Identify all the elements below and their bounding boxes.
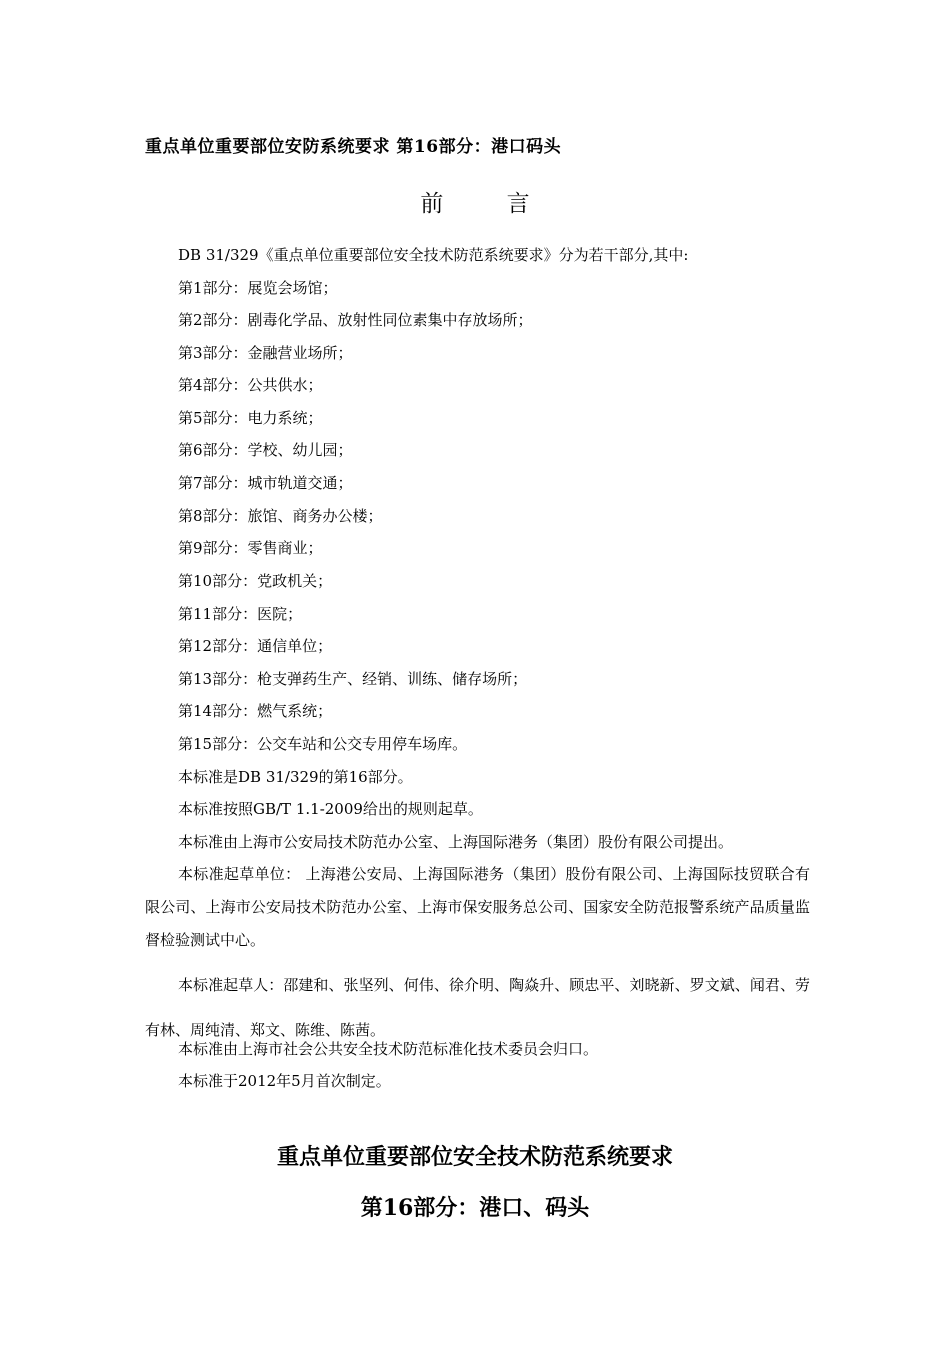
part-list-item: 第1部分：展览会场馆；: [178, 279, 338, 297]
statement-line: 本标准按照GB/T 1.1-2009给出的规则起草。: [178, 800, 483, 818]
drafting-units-paragraph: 本标准起草单位： 上海港公安局、上海国际港务（集团）股份有限公司、上海国际技贸联合有限公司、上海市公安局技术防范办公室、上海市保安服务总公司、国家安全防范报警系统产品质量监督检验测试中心。: [145, 865, 810, 949]
part-list-item: 第10部分：党政机关；: [178, 572, 333, 590]
part-list-item: 第13部分：枪支弹药生产、经销、训练、储存场所；: [178, 670, 528, 688]
statement-line: 本标准是DB 31/329的第16部分。: [178, 768, 413, 786]
part-list-item: 第2部分：剧毒化学品、放射性同位素集中存放场所；: [178, 311, 533, 329]
closing-line: 本标准于2012年5月首次制定。: [178, 1072, 391, 1090]
part-list-item: 第6部分：学校、幼儿园；: [178, 441, 353, 459]
main-title: 重点单位重要部位安全技术防范系统要求: [276, 1144, 673, 1170]
part-list-item: 第11部分：医院；: [178, 605, 303, 623]
preface-title: 前 言: [420, 191, 558, 217]
part-list-item: 第8部分：旅馆、商务办公楼；: [178, 507, 383, 525]
part-list-item: 第3部分：金融营业场所；: [178, 344, 353, 362]
preface-intro: DB 31/329《重点单位重要部位安全技术防范系统要求》分为若干部分,其中:: [178, 246, 689, 264]
drafters-paragraph: 本标准起草人：邵建和、张坚列、何伟、徐介明、陶焱升、顾忠平、刘晓新、罗文斌、闻君、劳有林、周纯清、郑文、陈维、陈茜。: [145, 976, 810, 1039]
main-subtitle: 第16部分：港口、码头: [360, 1195, 590, 1221]
part-list-item: 第14部分：燃气系统；: [178, 702, 333, 720]
part-list-item: 第15部分：公交车站和公交专用停车场库。: [178, 735, 468, 753]
part-list-item: 第7部分：城市轨道交通；: [178, 474, 353, 492]
part-list-item: 第12部分：通信单位；: [178, 637, 333, 655]
closing-line: 本标准由上海市社会公共安全技术防范标准化技术委员会归口。: [178, 1040, 599, 1058]
document-heading: 重点单位重要部位安防系统要求 第16部分：港口码头: [145, 137, 562, 157]
part-list-item: 第9部分：零售商业；: [178, 539, 323, 557]
part-list-item: 第5部分：电力系统；: [178, 409, 323, 427]
part-list-item: 第4部分：公共供水；: [178, 376, 323, 394]
statement-line: 本标准由上海市公安局技术防范办公室、上海国际港务（集团）股份有限公司提出。: [178, 833, 734, 851]
